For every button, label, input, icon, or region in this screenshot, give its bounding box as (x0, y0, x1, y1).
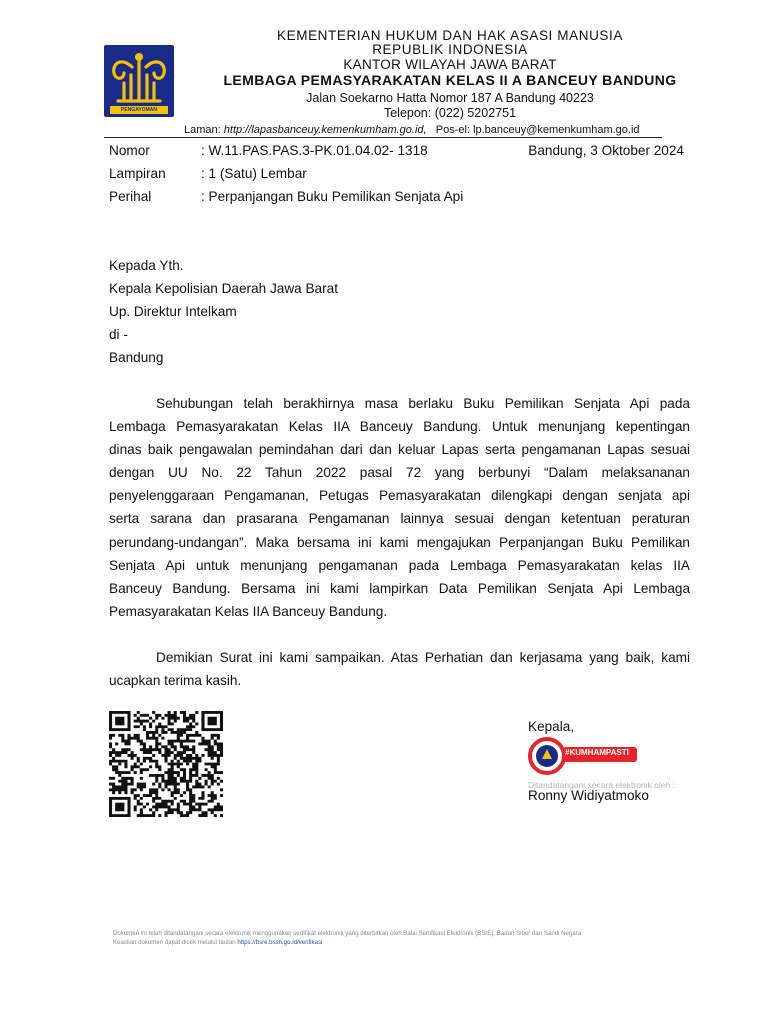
perihal-value: : Perpanjangan Buku Pemilikan Senjata Api (201, 189, 464, 204)
institution-phone: Telepon: (022) 5202751 (383, 106, 517, 120)
recipient-name: Kepala Kepolisian Daerah Jawa Barat (109, 281, 338, 296)
logo-caption: PENGAYOMAN (110, 106, 168, 114)
recipient-attention: Up. Direktur Intelkam (109, 304, 237, 319)
nomor-label: Nomor (109, 143, 150, 158)
letter-date: Bandung, 3 Oktober 2024 (528, 143, 684, 158)
email-label: Pos-el: (435, 124, 470, 136)
lampiran-label: Lampiran (109, 166, 166, 181)
institution-address: Jalan Soekarno Hatta Nomor 187 A Bandung 40223 (306, 91, 594, 105)
body-paragraph-2 (109, 646, 690, 692)
stamp-text: #KUMHAMPASTI (565, 748, 629, 757)
paragraph-line: dengan UU No. 22 Tahun 2022 pasal 72 yang berbunyi “Dalam melaksananan (109, 465, 690, 481)
paragraph-line: perundang-undangan”. Maka bersama ini kami mengajukan Perpanjangan Buku Pemilikan (109, 534, 690, 550)
paragraph-line: Pemasyarakatan Kelas IIA Banceuy Bandung. (109, 603, 388, 619)
paragraph-line: ucapkan terima kasih. (109, 673, 242, 689)
email-link[interactable]: lp.banceuy@kemenkumham.go.id (473, 124, 640, 136)
web-link[interactable]: http://lapasbanceuy.kemenkumham.go.id, (223, 124, 427, 136)
paragraph-line: Senjata Api untuk menunjang pengamanan pada Lembaga Pemasyarakatan kelas IIA (109, 557, 690, 573)
body-paragraph-1 (109, 392, 690, 623)
paragraph-line: serta sarana dan prasarana Pengamanan lainnya sesuai dengan ketentuan peraturan (109, 511, 690, 527)
institution-name: LEMBAGA PEMASYARAKATAN KELAS II A BANCEUY BANDUNG (223, 72, 677, 88)
ministry-name: KEMENTERIAN HUKUM DAN HAK ASASI MANUSIA (277, 28, 623, 43)
web-label: Laman: (184, 124, 221, 136)
signature-title: Kepala, (528, 719, 575, 734)
institution-logo (104, 45, 174, 117)
e-signature-stamp (527, 735, 642, 777)
regional-office: KANTOR WILAYAH JAWA BARAT (343, 57, 557, 72)
footer-note-prefix: Keaslian dokumen dapat dicek melalui tautan (113, 939, 236, 946)
nomor-value: : W.11.PAS.PAS.3-PK.01.04.02- 1318 (201, 143, 428, 158)
verification-link[interactable]: https://bsre.bssn.go.id/verifikasi (237, 939, 323, 946)
perihal-label: Perihal (109, 189, 152, 204)
recipient-greeting: Kepada Yth. (109, 258, 184, 273)
recipient-city: Bandung (109, 350, 164, 365)
verification-qr-code[interactable] (109, 711, 223, 817)
signature-caption: Ditandatangani secara elektronik oleh : (528, 780, 675, 790)
paragraph-line: penyelenggaraan Pengamanan, Petugas Pemasyarakatan dilengkapi dengan senjata api (109, 488, 690, 504)
footer-note-1: Dokumen ini telah ditandatangani secara elektronik menggunakan sertifikat elektronik yang diterbitkan oleh Balai Sertifikasi Elektronik (BSrE), Badan Siber dan Sandi Negara (113, 930, 582, 937)
contact-line (184, 124, 640, 136)
recipient-di: di - (109, 327, 128, 342)
lampiran-value: : 1 (Satu) Lembar (201, 166, 307, 181)
signatory-name: Ronny Widiyatmoko (528, 788, 649, 803)
paragraph-line: Banceuy Bandung. Bersama ini kami lampirkan Data Pemilikan Senjata Api Lembaga (109, 580, 690, 596)
paragraph-line: Sehubungan telah berakhirnya masa berlaku Buku Pemilikan Senjata Api pada (156, 396, 690, 411)
letterhead-divider (104, 137, 662, 138)
paragraph-line: Lembaga Pemasyarakatan Kelas IIA Banceuy Bandung. Untuk menunjang kepentingan (109, 419, 690, 435)
paragraph-line: dinas baik pengawalan pemindahan dari dan keluar Lapas serta pengamanan Lapas sesuai (109, 442, 690, 458)
footer-note-2 (113, 939, 322, 946)
qr-code-icon (109, 711, 223, 817)
paragraph-line: Demikian Surat ini kami sampaikan. Atas Perhatian dan kerjasama yang baik, kami (156, 650, 690, 665)
country-name: REPUBLIK INDONESIA (372, 42, 528, 57)
